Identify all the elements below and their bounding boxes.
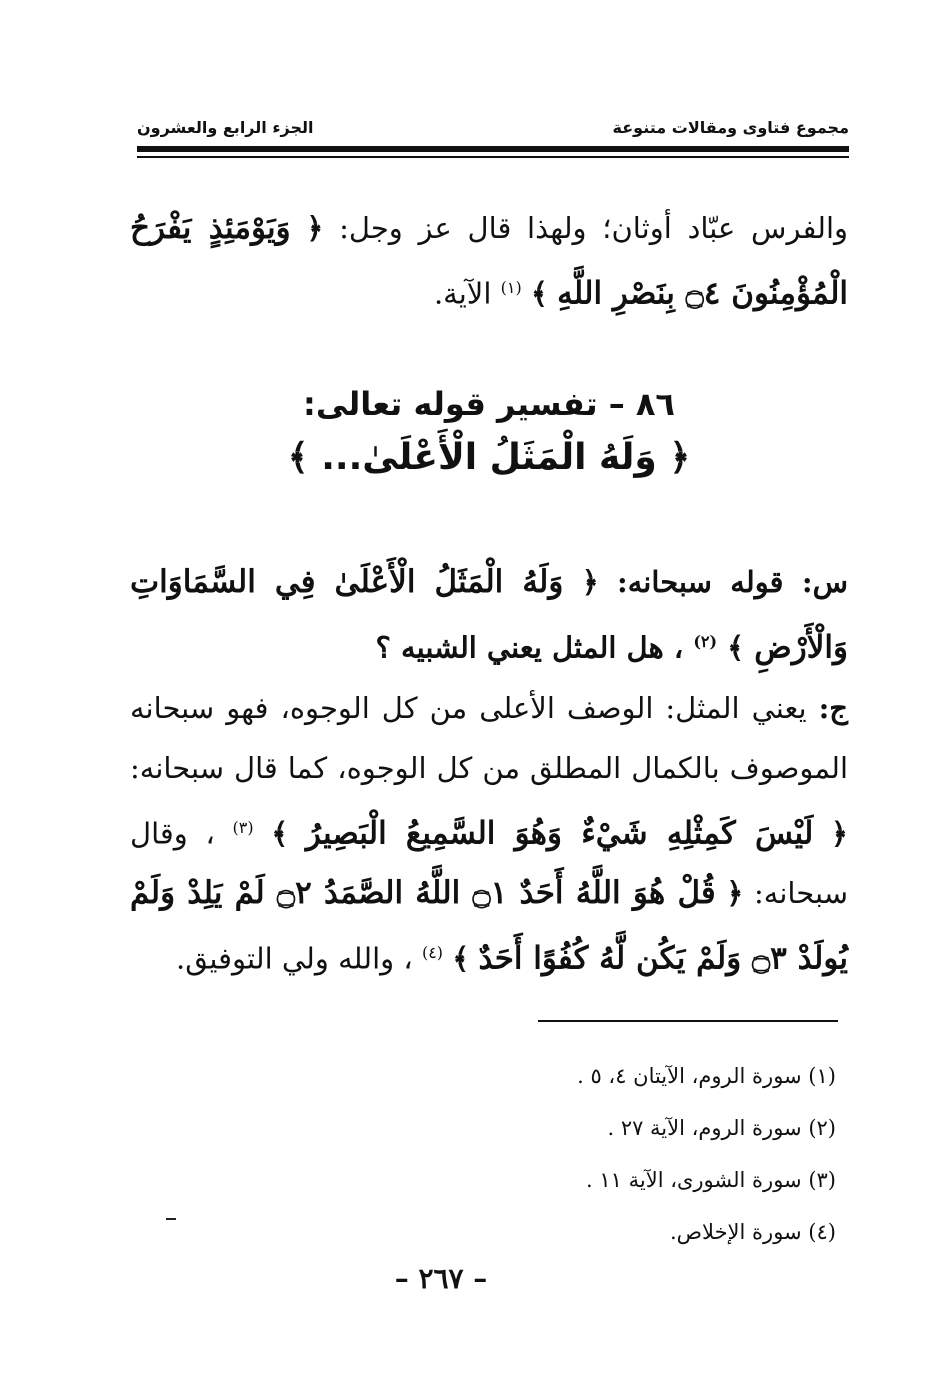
section-heading-title: ٨٦ – تفسير قوله تعالى:	[303, 385, 675, 423]
quran-verse: وَلَهُ الْمَثَلُ الْأَعْلَىٰ فِي السَّمَاوَاتِ وَالْأَرْضِ	[130, 564, 848, 666]
quran-close-bracket: ﴾	[530, 276, 548, 311]
footnote-ref: (٢)	[693, 632, 718, 651]
footnote-separator	[538, 1020, 838, 1022]
quran-open-bracket: ﴿	[726, 876, 744, 911]
footnote-ref: (١)	[500, 278, 522, 297]
quran-close-bracket: ﴾	[271, 816, 289, 851]
quran-close-bracket: ﴾	[452, 941, 470, 976]
quran-close-bracket: ﴾	[727, 630, 745, 665]
answer-text-2: ، وقال سبحانه:	[130, 816, 849, 911]
header-rule-thick	[137, 146, 849, 152]
section-heading-verse: ﴿ وَلَهُ الْمَثَلُ الْأَعْلَىٰ... ﴾	[287, 437, 691, 478]
page-number: – ٢٦٧ –	[394, 1262, 488, 1295]
scan-mark	[166, 1218, 176, 1220]
footnotes	[400, 1050, 836, 1258]
quran-verse: قُلْ هُوَ اللَّهُ أَحَدٌ ۝١ اللَّهُ الصَّمَدُ ۝٢ لَمْ يَلِدْ وَلَمْ يُولَدْ ۝٣ وَلَمْ يَكُن لَّهُ كُفُوًا أَحَدٌ	[130, 875, 848, 977]
intro-post-text: الآية.	[433, 276, 492, 311]
footnote-item: (٤) سورة الإخلاص.	[669, 1220, 836, 1244]
header-rule-thin	[137, 156, 849, 158]
intro-pre-text: والفرس عبّاد أوثان؛ ولهذا قال عز وجل:	[339, 211, 849, 245]
question-pre-text: قوله سبحانه:	[617, 565, 784, 599]
footnote-item: (١) سورة الروم، الآيتان ٤، ٥ .	[577, 1064, 836, 1088]
header-book-title: مجموع فتاوى ومقالات متنوعة	[612, 117, 849, 137]
intro-paragraph	[130, 198, 848, 324]
answer-paragraph	[130, 678, 848, 989]
running-header	[137, 112, 849, 142]
quran-open-bracket: ﴿	[581, 565, 599, 599]
footnote-item: (٣) سورة الشورى، الآية ١١ .	[586, 1168, 836, 1192]
intro-text	[130, 198, 848, 324]
footnote-ref: (٣)	[232, 817, 254, 837]
footnote-ref: (٤)	[421, 943, 444, 963]
quran-open-bracket: ﴿	[831, 816, 849, 851]
answer-text-3: ، والله ولي التوفيق.	[176, 941, 413, 976]
quran-verse: لَيْسَ كَمِثْلِهِ شَيْءٌ وَهُوَ السَّمِيعُ الْبَصِيرُ	[305, 815, 814, 852]
quran-verse: وَيَوْمَئِذٍ يَفْرَحُ الْمُؤْمِنُونَ ۝٤ بِنَصْرِ اللَّهِ	[130, 210, 848, 312]
footnote-item: (٢) سورة الروم، الآية ٢٧ .	[607, 1116, 836, 1140]
answer-label: ج:	[818, 690, 848, 725]
header-volume-title: الجزء الرابع والعشرون	[137, 117, 314, 137]
section-heading	[130, 380, 848, 488]
question-paragraph	[130, 552, 848, 678]
answer-text-1: يعني المثل: الوصف الأعلى من كل الوجوه، فهو سبحانه الموصوف بالكمال المطلق من كل الوجوه، كما قال سبحانه:	[130, 690, 848, 785]
question-post-text: ، هل المثل يعني الشبيه ؟	[375, 630, 684, 665]
question-label: س:	[801, 565, 848, 599]
quran-open-bracket: ﴿	[306, 211, 324, 245]
qa-block	[130, 552, 848, 989]
